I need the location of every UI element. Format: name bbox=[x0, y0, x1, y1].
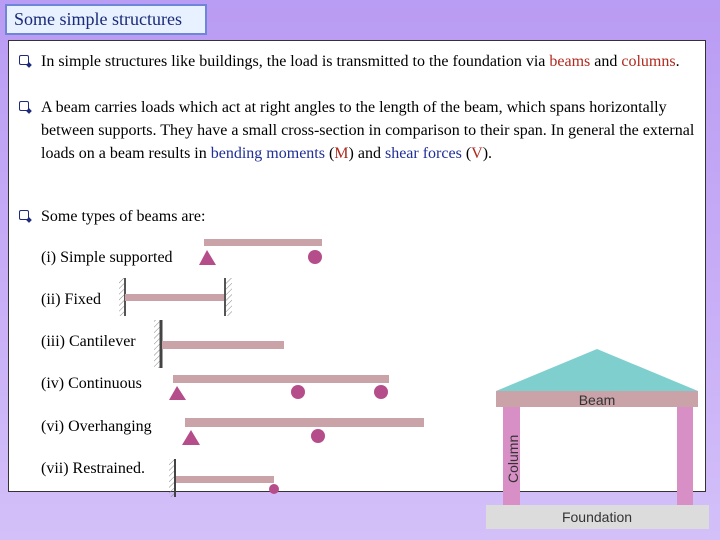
building-diagram bbox=[486, 349, 709, 529]
page-title: Some simple structures bbox=[5, 4, 207, 35]
right-wall-hatch bbox=[226, 278, 232, 316]
foundation-label: Foundation bbox=[561, 509, 633, 525]
pin-support-icon bbox=[169, 386, 186, 400]
cantilever-beam-diagram bbox=[154, 320, 284, 368]
beam-type-label: (iii) Cantilever bbox=[41, 333, 136, 350]
beam-bar bbox=[162, 341, 284, 349]
restrained-beam-diagram bbox=[169, 459, 279, 497]
beam-bar bbox=[173, 375, 389, 383]
fixed-beam-diagram bbox=[119, 278, 232, 316]
beam-bar bbox=[125, 294, 225, 301]
beam-label: Beam bbox=[578, 392, 616, 408]
shear-forces-term: shear forces bbox=[384, 145, 462, 162]
right-column bbox=[677, 407, 693, 505]
roller-support-icon bbox=[311, 429, 325, 443]
bullet-text: In simple structures like buildings, the load is transmitted to the foundation via beams and columns. bbox=[41, 53, 680, 70]
bullet-text: Some types of beams are: bbox=[41, 208, 206, 225]
roller-support-icon bbox=[374, 385, 388, 399]
overhanging-beam-diagram bbox=[182, 418, 424, 445]
beam-type-label: (ii) Fixed bbox=[41, 291, 101, 308]
continuous-beam-diagram bbox=[169, 375, 389, 400]
column-label: Column bbox=[505, 434, 521, 483]
beam-type-label: (vii) Restrained. bbox=[41, 460, 145, 477]
bending-moments-term: bending moments bbox=[210, 145, 325, 162]
roller-support-icon bbox=[291, 385, 305, 399]
bullet-text: A beam carries loads which act at right angles to the length of the beam, which spans horizontally between supports. They have a small cross-section in comparison to their span. In general the external loads on a beam results in bending moments (M) and shear forces (V). bbox=[41, 99, 695, 162]
columns-term: columns bbox=[621, 53, 676, 70]
pin-support-icon bbox=[199, 250, 216, 265]
shear-symbol: V bbox=[471, 145, 483, 162]
beam-bar bbox=[204, 239, 322, 246]
beams-term: beams bbox=[549, 53, 591, 70]
roller-support-icon bbox=[269, 484, 279, 494]
moment-symbol: M bbox=[334, 145, 349, 162]
simple-supported-beam-diagram bbox=[199, 239, 322, 265]
wall-hatch bbox=[154, 320, 160, 368]
beam-bar bbox=[185, 418, 424, 427]
beam-type-label: (iv) Continuous bbox=[41, 375, 142, 392]
beam-bar bbox=[176, 476, 274, 483]
beam-type-label: (i) Simple supported bbox=[41, 249, 173, 266]
pin-support-icon bbox=[182, 430, 200, 445]
roof bbox=[496, 349, 698, 391]
beam-type-label: (vi) Overhanging bbox=[41, 418, 152, 435]
roller-support-icon bbox=[308, 250, 322, 264]
